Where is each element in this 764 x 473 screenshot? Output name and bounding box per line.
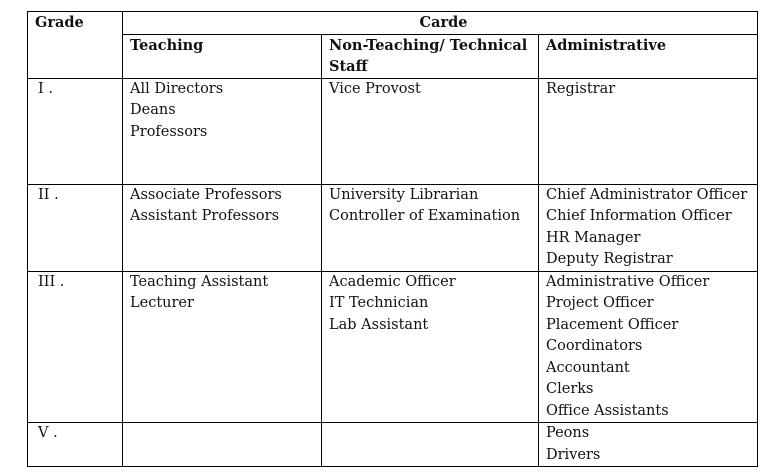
header-row-2 (28, 34, 758, 78)
table-row-grade-2 (28, 184, 758, 271)
list-item: Vice Provost (329, 80, 421, 97)
list-item: Lab Assistant (329, 316, 429, 333)
list-item: Deputy Registrar (546, 251, 673, 267)
list-item: Chief Information Officer (546, 208, 732, 224)
list-item: IT Technician (329, 295, 429, 311)
grade-carde-table (27, 11, 758, 467)
teaching-cell (123, 423, 322, 467)
non-teaching-cell (322, 78, 539, 184)
administrative-cell (539, 184, 758, 271)
list-item: Associate Professors (130, 186, 282, 203)
administrative-cell (539, 78, 758, 184)
list-item: Registrar (546, 80, 616, 97)
teaching-cell (123, 184, 322, 271)
list-item: Assistant Professors (130, 208, 280, 224)
list-item: Deans (130, 102, 176, 118)
table-row-grade-5 (28, 423, 758, 467)
list-item: Clerks (546, 381, 594, 397)
list-item: Academic Officer (329, 273, 456, 290)
teaching-cell (123, 78, 322, 184)
list-item: Office Assistants (546, 402, 669, 419)
list-item: All Directors (130, 80, 224, 97)
list-item: Coordinators (546, 338, 643, 354)
administrative-cell (539, 423, 758, 467)
list-item: Professors (130, 123, 208, 140)
list-item: Teaching Assistant (130, 273, 269, 290)
list-item: Lecturer (130, 295, 194, 311)
non-teaching-cell (322, 423, 539, 467)
list-item: HR Manager (546, 229, 641, 246)
grade-cell: V . (28, 423, 123, 467)
teaching-cell (123, 271, 322, 423)
list-item: Controller of Examination (329, 208, 521, 224)
administrative-header: Administrative (539, 34, 758, 78)
list-item: University Librarian (329, 186, 479, 203)
list-item: Drivers (546, 446, 601, 463)
list-item: Project Officer (546, 295, 654, 311)
carde-header: Carde (123, 12, 758, 35)
table-row-grade-1 (28, 78, 758, 184)
non-teaching-cell (322, 184, 539, 271)
non-teaching-header: Non-Teaching/ Technical Staff (322, 34, 539, 78)
list-item: Placement Officer (546, 316, 679, 333)
list-item: Chief Administrator Officer (546, 186, 748, 203)
grade-cell: III . (28, 271, 123, 423)
grade-cell: I . (28, 78, 123, 184)
list-item: Peons (546, 425, 590, 441)
grade-cell: II . (28, 184, 123, 271)
table-row-grade-3 (28, 271, 758, 423)
list-item: Accountant (546, 359, 630, 376)
administrative-cell (539, 271, 758, 423)
grade-header: Grade (28, 12, 123, 79)
non-teaching-cell (322, 271, 539, 423)
teaching-header: Teaching (123, 34, 322, 78)
header-row-1 (28, 12, 758, 35)
list-item: Administrative Officer (546, 273, 710, 290)
